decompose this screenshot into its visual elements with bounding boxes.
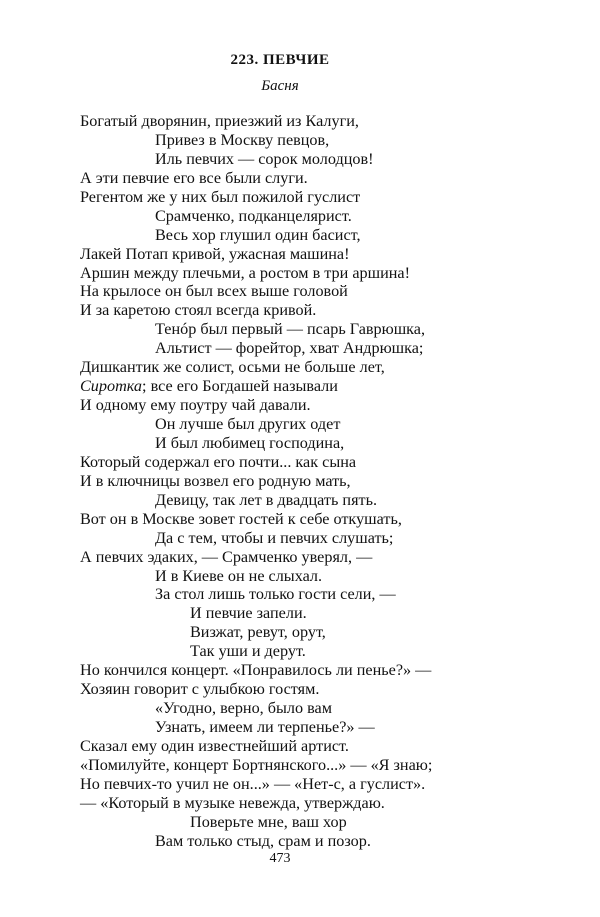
poem-line-text: Вот он в Москве зовет гостей к себе откушать, (80, 509, 402, 528)
poem-line-text: Хозяин говорит с улыбкою гостям. (80, 680, 320, 699)
poem-line-text: Но кончился концерт. «Понравилось ли пенье?» — (80, 661, 432, 680)
poem-line (0, 680, 600, 699)
poem-title: 223. ПЕВЧИЕ (230, 52, 330, 68)
poem-line (0, 585, 600, 604)
poem-line-text: Весь хор глушил один басист, (155, 225, 361, 244)
poem-line-text: — «Который в музыке невежда, утверждаю. (80, 793, 385, 812)
poem-line (0, 832, 600, 851)
poem-line (0, 415, 600, 434)
poem-line-text: Срамченко, подканцелярист. (155, 206, 352, 225)
poem-line (0, 472, 600, 491)
poem-line (0, 264, 600, 283)
poem-line-text: И одному ему поутру чай давали. (80, 396, 311, 415)
poem-line-text: Дишкантик же солист, осьми не больше лет, (80, 358, 385, 377)
poem-line-text: Богатый дворянин, приезжий из Калуги, (80, 112, 359, 130)
poem-line-text: Вам только стыд, срам и позор. (155, 831, 371, 850)
poem-line (0, 699, 600, 718)
poem-line (0, 131, 600, 150)
poem-line (0, 661, 600, 680)
poem-line (0, 112, 600, 131)
poem-line-text: Поверьте мне, ваш хор (190, 812, 347, 831)
poem-line (0, 150, 600, 169)
poem-line-text: Узнать, имеем ли терпенье?» — (155, 718, 375, 736)
poem-line (0, 813, 600, 832)
poem-line-rest: ; все его Богдашей называли (142, 377, 338, 396)
poem-line-text: «Угодно, верно, было вам (155, 699, 332, 718)
poem-line (0, 396, 600, 415)
poem-line (0, 339, 600, 358)
poem-line (0, 737, 600, 756)
poem-line (0, 567, 600, 586)
poem-line-text: За стол лишь только гости сели, — (155, 585, 396, 604)
poem-line-text: Визжат, ревут, орут, (190, 623, 326, 642)
poem-line-text: Альтист — форейтор, хват Андрюшка; (155, 339, 424, 358)
poem-line (0, 358, 600, 377)
poem-line (0, 491, 600, 510)
poem-line (0, 718, 600, 737)
poem-line (0, 188, 600, 207)
poem-line (0, 775, 600, 794)
poem-line (0, 794, 600, 813)
poem-line (0, 301, 600, 320)
poem-line (0, 604, 600, 623)
poem-line (0, 623, 600, 642)
poem-line-text: «Помилуйте, концерт Бортнянского...» — «Я знаю; (80, 755, 433, 774)
poem-line (0, 226, 600, 245)
poem-line-text: И в ключницы возвел его родную мать, (80, 471, 351, 490)
poem-line-text: Регентом же у них был пожилой гуслист (80, 187, 361, 206)
poem-line-text: А эти певчие его все были слуги. (80, 168, 308, 187)
poem-line-text: Девицу, так лет в двадцать пять. (155, 490, 378, 509)
poem-line (0, 320, 600, 339)
poem-line-text: И был любимец господина, (155, 433, 345, 452)
poem-line (0, 434, 600, 453)
poem-line (0, 282, 600, 301)
poem-line-text: И за каретою стоял всегда кривой. (80, 301, 317, 320)
poem-line-text: Иль певчих — сорок молодцов! (155, 149, 374, 168)
poem-line (0, 169, 600, 188)
poem-line-text: Который содержал его почти... как сына (80, 452, 357, 471)
poem-line-text: Лакей Потап кривой, ужасная машина! (80, 244, 350, 263)
poem-line-text: Тенóр был первый — псарь Гаврюшка, (155, 320, 426, 339)
page-number: 473 (269, 851, 291, 866)
poem-line (0, 510, 600, 529)
poem-line-text (80, 377, 338, 396)
poem-line-text: Привез в Москву певцов, (155, 130, 330, 149)
poem-body (0, 112, 600, 851)
poem-line-text: А певчих эдаких, — Срамченко уверял, — (80, 547, 373, 566)
poem-line (0, 642, 600, 661)
poem-line-text: Сказал ему один известнейший артист. (80, 736, 349, 755)
italic-word: Сиротка (80, 377, 143, 396)
poem-subtitle: Басня (261, 78, 299, 94)
poem-line (0, 453, 600, 472)
poem-line (0, 529, 600, 548)
poem-line-text: Но певчих-то учил не он...» — «Нет-с, а гуслист». (80, 774, 426, 793)
poem-line-text: Да с тем, чтобы и певчих слушать; (155, 528, 394, 547)
poem-line-text: На крылосе он был всех выше головой (80, 282, 348, 301)
poem-line-text: И в Киеве он не слыхал. (155, 566, 323, 585)
poem-line (0, 756, 600, 775)
poem-line (0, 377, 600, 396)
poem-line-text: Так уши и дерут. (190, 642, 306, 661)
poem-line-text: Он лучше был других одет (155, 415, 341, 433)
poem-line (0, 245, 600, 264)
poem-line (0, 207, 600, 226)
poem-line-text: И певчие запели. (190, 604, 307, 623)
poem-line (0, 548, 600, 567)
poem-line-text: Аршин между плечьми, а ростом в три аршина! (80, 263, 411, 282)
